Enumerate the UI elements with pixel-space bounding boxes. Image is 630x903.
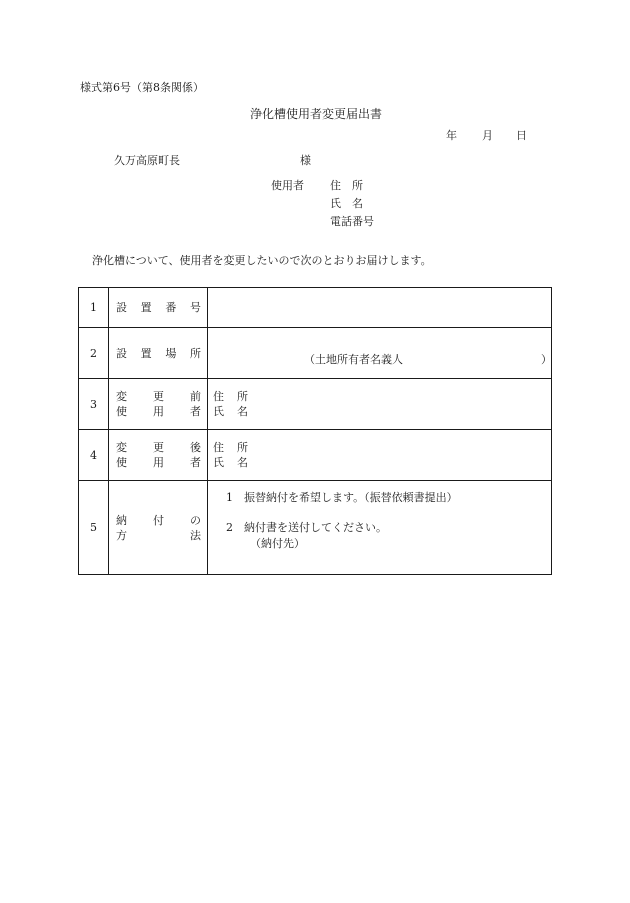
row-label: 変 更 前	[116, 390, 201, 403]
new-user-field[interactable]: 住 所 氏 名	[208, 430, 552, 481]
applicant-role: 使用者	[271, 179, 304, 192]
row-label: 方 法	[116, 528, 201, 542]
form-table	[78, 287, 552, 575]
table-row	[79, 288, 552, 328]
row-label: 変 更 後	[116, 441, 201, 454]
applicant-phone-label: 電話番号	[330, 215, 374, 228]
landowner-note-close: ）	[541, 353, 552, 366]
page-title: 浄化槽使用者変更届出書	[250, 107, 383, 121]
row-number: 3	[79, 379, 109, 430]
row-label: 使 用 者	[116, 456, 201, 469]
table-row	[79, 481, 552, 575]
form-number: 様式第6号（第8条関係）	[80, 81, 204, 94]
row-number: 4	[79, 430, 109, 481]
payment-method-field	[208, 481, 552, 575]
row-number: 5	[79, 481, 109, 575]
row-label: 設 置 番 号	[116, 301, 201, 314]
row-label: 納 付 の	[116, 513, 201, 527]
row-label: 設 置 場 所	[116, 346, 201, 360]
intro-text: 浄化槽について、使用者を変更したいので次のとおりお届けします。	[92, 254, 432, 267]
honorific: 様	[300, 154, 311, 167]
previous-user-field[interactable]: 住 所 氏 名	[208, 379, 552, 430]
applicant-name-label: 氏 名	[330, 197, 363, 210]
applicant-address-label: 住 所	[330, 179, 363, 192]
table-row	[79, 328, 552, 379]
installation-number-field[interactable]	[208, 288, 552, 328]
date-year: 年	[446, 129, 457, 142]
date-month: 月	[482, 129, 493, 142]
row-number: 2	[79, 328, 109, 379]
landowner-note: （土地所有者名義人	[304, 353, 403, 366]
table-row	[79, 379, 552, 430]
payment-destination: （納付先）	[250, 537, 305, 550]
option-payment-slip[interactable]: 2 納付書を送付してください。	[226, 521, 387, 534]
addressee: 久万高原町長	[114, 154, 180, 167]
row-number: 1	[79, 288, 109, 328]
option-transfer[interactable]: 1 振替納付を希望します。（振替依頼書提出）	[226, 491, 458, 504]
installation-location-field[interactable]	[208, 328, 552, 379]
table-row	[79, 430, 552, 481]
row-label: 使 用 者	[116, 405, 201, 418]
date-day: 日	[516, 129, 527, 142]
